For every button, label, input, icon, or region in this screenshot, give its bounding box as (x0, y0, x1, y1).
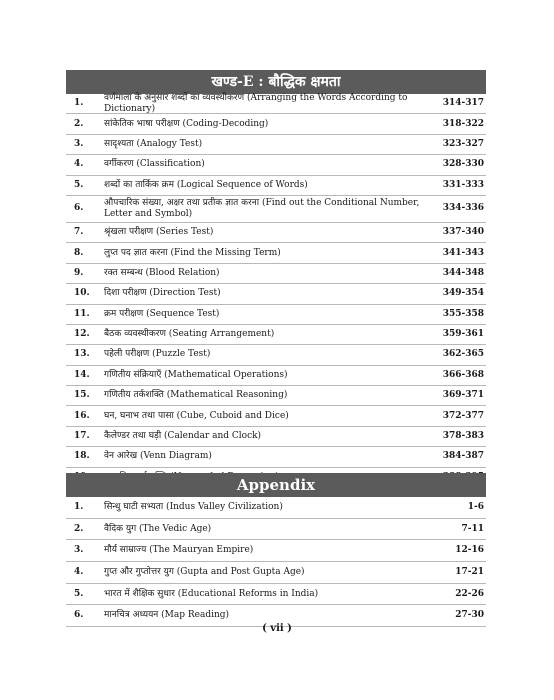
item-pages: 378-383 (442, 431, 484, 442)
item-number: 2. (74, 523, 84, 534)
toc-row (66, 135, 486, 155)
item-pages: 334-336 (442, 203, 484, 214)
item-title: वर्णमाला के अनुसार शब्दों का व्यवस्थीकरण (Arranging the Words According to Dictionary) (104, 92, 408, 114)
item-title: औपचारिक संख्या, अक्षर तथा प्रतीक ज्ञात करना (Find out the Conditional Number, Letter and Symbol) (104, 197, 420, 219)
item-pages: 7-11 (461, 523, 484, 534)
item-pages: 349-354 (442, 288, 484, 299)
item-title: गणितीय तर्कशक्ति (Mathematical Reasoning) (104, 390, 288, 401)
item-number: 7. (74, 227, 84, 238)
toc-row (66, 196, 486, 223)
item-title: भारत में शैक्षिक सुधार (Educational Reforms in India) (104, 588, 319, 599)
item-number: 15. (74, 390, 90, 401)
item-title: दिशा परीक्षण (Direction Test) (104, 288, 221, 299)
section-e-heading: खण्ड-E : बौद्धिक क्षमता (66, 70, 486, 94)
item-number: 10. (74, 288, 90, 299)
toc-row (66, 386, 486, 406)
toc-row (66, 345, 486, 365)
item-pages: 372-377 (442, 410, 484, 421)
item-pages: 1-6 (467, 501, 484, 512)
item-title: पहेली परीक्षण (Puzzle Test) (104, 349, 211, 360)
item-title: लुप्त पद ज्ञात करना (Find the Missing Term) (104, 247, 281, 258)
item-number: 3. (74, 545, 84, 556)
item-pages: 341-343 (442, 247, 484, 258)
item-pages: 331-333 (442, 179, 484, 190)
item-title: घन, घनाभ तथा पासा (Cube, Cuboid and Dice) (104, 410, 289, 421)
item-pages: 337-340 (442, 227, 484, 238)
toc-row (66, 284, 486, 304)
item-number: 8. (74, 247, 84, 258)
item-pages: 366-368 (442, 369, 484, 380)
item-pages: 314-317 (442, 98, 484, 109)
toc-row (66, 176, 486, 196)
item-pages: 369-371 (442, 390, 484, 401)
toc-row (66, 427, 486, 447)
item-number: 16. (74, 410, 90, 421)
toc-row (66, 406, 486, 426)
toc-row (66, 497, 486, 519)
appendix-toc (66, 497, 486, 627)
item-number: 6. (74, 203, 84, 214)
item-title: सांकेतिक भाषा परीक्षण (Coding-Decoding) (104, 118, 269, 129)
item-pages: 27-30 (455, 610, 484, 621)
toc-row (66, 155, 486, 175)
item-pages: 17-21 (455, 566, 484, 577)
toc-row (66, 94, 486, 114)
toc-row (66, 223, 486, 243)
toc-row (66, 114, 486, 134)
item-number: 11. (74, 308, 90, 319)
item-title: वर्गीकरण (Classification) (104, 159, 205, 170)
page-number: ( vii ) (262, 623, 292, 634)
toc-row (66, 325, 486, 345)
item-number: 12. (74, 329, 90, 340)
item-number: 17. (74, 431, 90, 442)
item-pages: 323-327 (442, 138, 484, 149)
toc-row (66, 562, 486, 584)
item-number: 14. (74, 369, 90, 380)
item-title: रक्त सम्बन्ध (Blood Relation) (104, 267, 220, 278)
item-number: 4. (74, 566, 84, 577)
item-pages: 362-365 (442, 349, 484, 360)
item-title: क्रम परीक्षण (Sequence Test) (104, 308, 220, 319)
item-title: वेन आरेख (Venn Diagram) (104, 451, 212, 462)
toc-row (66, 264, 486, 284)
item-title: मानचित्र अध्ययन (Map Reading) (104, 610, 230, 621)
toc-row (66, 447, 486, 467)
item-number: 4. (74, 159, 84, 170)
item-pages: 355-358 (442, 308, 484, 319)
toc-row (66, 540, 486, 562)
item-number: 13. (74, 349, 90, 360)
toc-row (66, 305, 486, 325)
toc-row (66, 243, 486, 263)
item-number: 1. (74, 98, 84, 109)
item-pages: 12-16 (455, 545, 484, 556)
item-pages: 22-26 (455, 588, 484, 599)
item-title: वैदिक युग (The Vedic Age) (104, 523, 212, 534)
item-number: 3. (74, 138, 84, 149)
item-title: बैठक व्यवस्थीकरण (Seating Arrangement) (104, 329, 275, 340)
item-title: सिन्धु घाटी सभ्यता (Indus Valley Civilization) (104, 501, 283, 512)
item-number: 5. (74, 588, 84, 599)
item-title: कैलेण्डर तथा घड़ी (Calendar and Clock) (104, 431, 262, 442)
item-title: सादृश्यता (Analogy Test) (104, 138, 203, 149)
item-number: 1. (74, 501, 84, 512)
toc-row (66, 366, 486, 386)
item-title: शब्दों का तार्किक क्रम (Logical Sequence of Words) (104, 179, 308, 190)
item-title: गुप्त और गुप्तोत्तर युग (Gupta and Post Gupta Age) (104, 566, 305, 577)
section-e-toc (66, 94, 486, 488)
item-pages: 328-330 (442, 159, 484, 170)
item-title: श्रृंखला परीक्षण (Series Test) (104, 227, 214, 238)
item-pages: 384-387 (442, 451, 484, 462)
item-number: 5. (74, 179, 84, 190)
item-pages: 318-322 (442, 118, 484, 129)
item-title: गणितीय संक्रियाएँ (Mathematical Operations) (104, 369, 288, 380)
item-number: 2. (74, 118, 84, 129)
item-number: 18. (74, 451, 90, 462)
item-number: 6. (74, 610, 84, 621)
toc-row (66, 519, 486, 541)
item-number: 9. (74, 267, 84, 278)
item-pages: 359-361 (442, 329, 484, 340)
item-title: मौर्य साम्राज्य (The Mauryan Empire) (104, 545, 254, 556)
toc-row (66, 584, 486, 606)
item-pages: 344-348 (442, 267, 484, 278)
appendix-heading: Appendix (66, 473, 486, 497)
